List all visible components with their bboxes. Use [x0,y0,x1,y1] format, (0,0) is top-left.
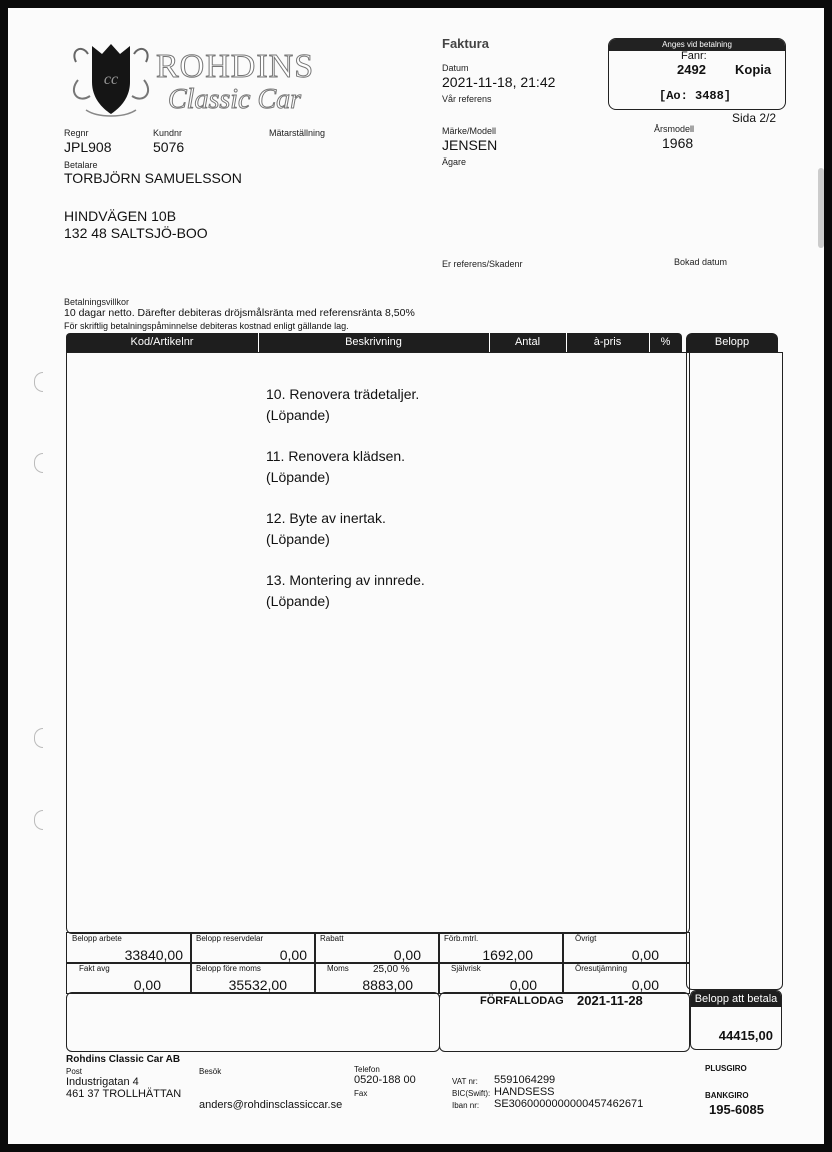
col-beskrivning: Beskrivning [345,336,402,348]
oresutjamning-cell: Öresutjämning 0,00 [562,962,690,994]
footer-iban-label: Iban nr: [452,1101,480,1110]
var-referens-label: Vår referens [442,94,492,104]
invoice-page [8,8,824,1144]
matarstallning-label: Mätarställning [269,128,326,138]
footer-fax-label: Fax [354,1089,368,1098]
invoice-title: Faktura [442,36,489,51]
footer-bankgiro: 195-6085 [709,1102,764,1117]
belopp-reservdelar-cell: Belopp reservdelar 0,00 [190,932,316,964]
arsmodell-value: 1968 [662,135,694,151]
item-description: 13. Montering av innrede. [266,572,425,588]
item-description: 10. Renovera trädetaljer. [266,386,420,402]
datum-label: Datum [442,63,469,73]
footer-telefon: 0520-188 00 [354,1074,416,1086]
amount-due-label: Belopp att betala [691,991,781,1007]
col-percent: % [660,336,671,348]
footer-bic-label: BIC(Swift): [452,1089,491,1098]
list-item [266,508,425,550]
payment-reference-box [608,38,786,110]
svg-text:cc: cc [103,71,119,88]
forfallodag-label: FÖRFALLODAG [480,995,564,1007]
shield-emblem-icon [68,40,154,118]
footer-city: 461 37 TROLLHÄTTAN [66,1088,182,1100]
belopp-arbete-cell: Belopp arbete 33840,00 [66,932,192,964]
footer-company: Rohdins Classic Car AB [66,1054,181,1065]
ovrigt-cell: Övrigt 0,00 [562,932,690,964]
footer-telefon-label: Telefon [354,1065,380,1074]
agare-label: Ägare [442,157,467,167]
company-logo [68,40,315,120]
footer-besok-label: Besök [199,1067,222,1076]
forfallodag-value: 2021-11-28 [577,993,643,1008]
col-apris: à-pris [593,336,622,348]
fore-moms-cell: Belopp före moms 35532,00 [190,962,316,994]
kundnr-value: 5076 [153,139,185,155]
items-table-header [66,333,682,352]
terms-line-1: 10 dagar netto. Därefter debiteras dröjsmålsränta med referensränta 8,50% [64,307,415,319]
footer-plusgiro-label: PLUSGIRO [705,1064,747,1073]
logo-tagline: Classic Car [168,84,302,115]
page-number: Sida 2/2 [732,111,777,125]
footer-vat: 5591064299 [494,1074,556,1086]
customer-name: TORBJÖRN SAMUELSSON [64,170,242,186]
item-note: (Löpande) [266,469,330,485]
invoice-date: 2021-11-18, 21:42 [442,74,556,90]
moms-rate: 25,00 % [373,964,410,975]
punch-hole [34,453,43,473]
message-box [66,992,440,1052]
marke-value: JENSEN [442,137,498,153]
ao-number: [Ao: 3488] [659,89,732,103]
item-note: (Löpande) [266,593,330,609]
punch-hole [34,372,43,392]
col-antal: Antal [514,336,541,348]
amount-due-value: 44415,00 [718,1028,773,1043]
er-referens-label: Er referens/Skadenr [442,259,523,269]
logo-brand: ROHDINS [156,48,315,85]
forb-mtrl-cell: Förb.mtrl. 1692,00 [438,932,564,964]
terms-line-2: För skriftlig betalningspåminnelse debiteras kostnad enligt gällande lag. [64,321,349,331]
copy-label: Kopia [735,62,772,77]
scrollbar-thumb[interactable] [818,168,824,248]
punch-hole [34,728,43,748]
due-date-box [439,992,690,1052]
fanr-value: 2492 [677,62,706,77]
item-note: (Löpande) [266,407,330,423]
footer-iban: SE3060000000000457462671 [494,1098,644,1110]
punch-hole [34,810,43,830]
regnr-label: Regnr [64,128,89,138]
customer-street: HINDVÄGEN 10B [64,208,177,224]
regnr-value: JPL908 [64,139,112,155]
rabatt-cell: Rabatt 0,00 [314,932,440,964]
arsmodell-label: Årsmodell [654,124,695,134]
footer-street: Industrigatan 4 [66,1076,139,1088]
list-item [266,446,425,488]
sjalvrisk-cell: Självrisk 0,00 [438,962,564,994]
footer-post-label: Post [66,1067,83,1076]
moms-cell: Moms 25,00 % 8883,00 [314,962,440,994]
amount-due-box [690,990,782,1050]
terms-label: Betalningsvillkor [64,297,130,307]
item-description: 12. Byte av inertak. [266,510,386,526]
fakt-avg-cell: Fakt avg 0,00 [66,962,192,994]
col-kod: Kod/Artikelnr [130,336,194,348]
item-note: (Löpande) [266,531,330,547]
bokad-datum-label: Bokad datum [674,257,728,267]
customer-city: 132 48 SALTSJÖ-BOO [64,225,208,241]
item-list [266,384,425,612]
list-item [266,384,425,426]
item-description: 11. Renovera klädsen. [266,448,406,464]
payment-box-header: Anges vid betalning [609,39,785,51]
marke-label: Märke/Modell [442,126,497,136]
list-item [266,570,425,612]
belopp-column [686,352,783,990]
footer-bic: HANDSESS [494,1086,555,1098]
kundnr-label: Kundnr [153,128,183,138]
betalare-label: Betalare [64,160,98,170]
belopp-header: Belopp [686,333,778,352]
footer-email: anders@rohdinsclassiccar.se [199,1099,343,1111]
footer-bankgiro-label: BANKGIRO [705,1091,749,1100]
footer-vat-label: VAT nr: [452,1077,478,1086]
fanr-label: Fanr: [681,50,707,62]
